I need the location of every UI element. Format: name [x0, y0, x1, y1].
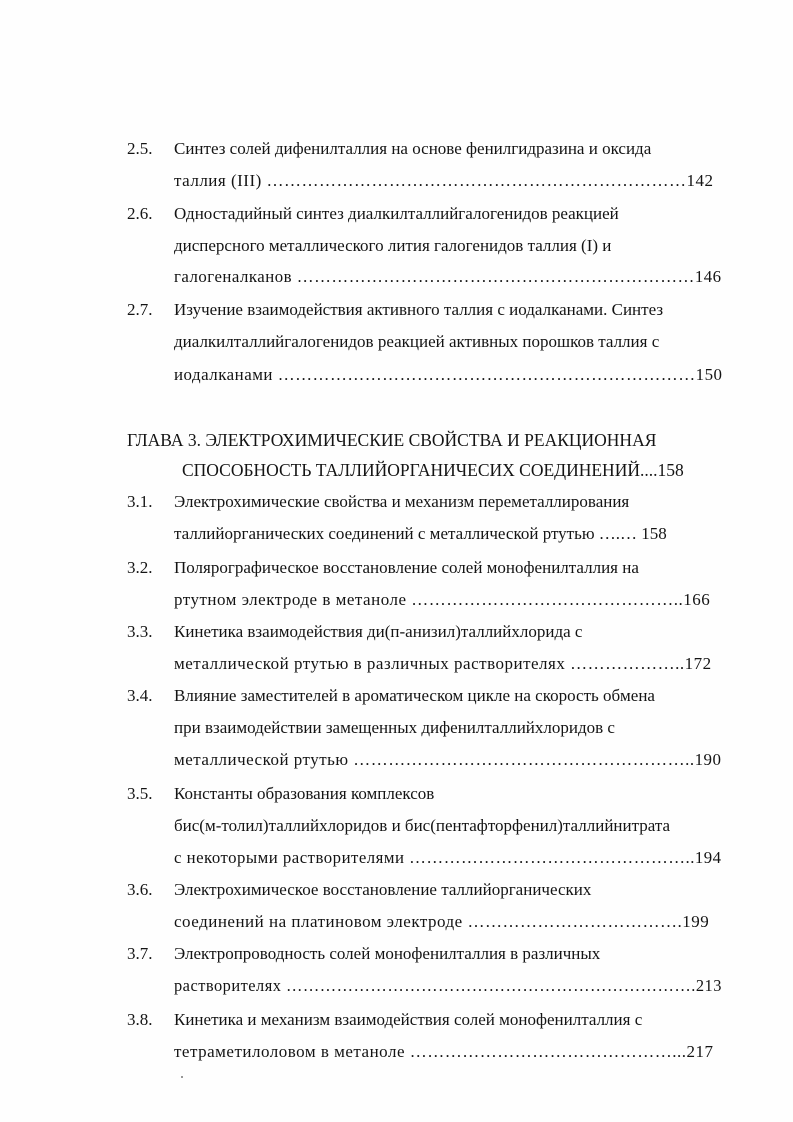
- section-number: 3.8.: [127, 1010, 153, 1029]
- section-number: 2.6.: [127, 204, 153, 223]
- section-number: 3.2.: [127, 558, 153, 577]
- toc-entry-line: Кинетика взаимодействия ди(п-анизил)таллийхлорида с: [174, 622, 583, 641]
- section-number: 3.7.: [127, 944, 153, 963]
- toc-entry-line: Электропроводность солей монофенилталлия в различных: [174, 944, 601, 963]
- toc-entry-line: Полярографическое восстановление солей монофенилталлия на: [174, 558, 639, 577]
- toc-entry-line: растворителях ……………………………………………………………….213: [174, 976, 722, 995]
- section-number: 2.7.: [127, 300, 153, 319]
- toc-entry-line: иодалканами ………………………………………………………………150: [174, 365, 723, 384]
- toc-entry-line: Константы образования комплексов: [174, 784, 435, 803]
- toc-entry-line: с некоторыми растворителями …………………………………………..194: [174, 848, 722, 867]
- toc-entry-line: галогеналканов ……………………………………………………………146: [174, 267, 722, 286]
- section-number: 3.5.: [127, 784, 153, 803]
- toc-entry-line: Электрохимическое восстановление таллийорганических: [174, 880, 592, 899]
- section-number: 2.5.: [127, 139, 153, 158]
- toc-entry-line: дисперсного металлического лития галогенидов таллия (I) и: [174, 236, 612, 255]
- toc-entry-line: Влияние заместителей в ароматическом цикле на скорость обмена: [174, 686, 655, 705]
- toc-entry-line: Изучение взаимодействия активного таллия с иодалканами. Синтез: [174, 300, 664, 319]
- chapter-heading: ГЛАВА 3. ЭЛЕКТРОХИМИЧЕСКИЕ СВОЙСТВА И РЕАКЦИОННАЯ: [127, 430, 657, 450]
- toc-entry-line: металлической ртутью в различных растворителях ………………..172: [174, 654, 712, 673]
- section-number: 3.3.: [127, 622, 153, 641]
- chapter-heading: СПОСОБНОСТЬ ТАЛЛИЙОРГАНИЧЕСИХ СОЕДИНЕНИЙ....158: [182, 460, 684, 480]
- section-number: 3.4.: [127, 686, 153, 705]
- toc-entry-line: Электрохимические свойства и механизм переметаллирования: [174, 492, 630, 511]
- toc-entry-line: Кинетика и механизм взаимодействия солей монофенилталлия с: [174, 1010, 643, 1029]
- toc-entry-line: при взаимодействии замещенных дифенилталлийхлоридов с: [174, 718, 615, 737]
- toc-entry-line: бис(м-толил)таллийхлоридов и бис(пентафторфенил)таллийнитрата: [174, 816, 671, 835]
- toc-entry-line: Синтез солей дифенилталлия на основе фенилгидразина и оксида: [174, 139, 652, 158]
- toc-entry-line: таллия (III) ………………………………………………………………142: [174, 171, 714, 190]
- toc-entry-line: металлической ртутью …………………………………………………..190: [174, 750, 722, 769]
- scan-speck: [181, 1076, 183, 1078]
- toc-entry-line: Одностадийный синтез диалкилталлийгалогенидов реакцией: [174, 204, 619, 223]
- toc-entry-line: соединений на платиновом электроде ……………………………….199: [174, 912, 710, 931]
- section-number: 3.6.: [127, 880, 153, 899]
- section-number: 3.1.: [127, 492, 153, 511]
- toc-entry-line: таллийорганических соединений с металлической ртутью ….… 158: [174, 524, 667, 543]
- toc-entry-line: диалкилталлийгалогенидов реакцией активных порошков таллия с: [174, 332, 660, 351]
- toc-entry-line: тетраметилоловом в метаноле ………………………………………...217: [174, 1042, 714, 1061]
- toc-entry-line: ртутном электроде в метаноле ………………………………………..166: [174, 590, 711, 609]
